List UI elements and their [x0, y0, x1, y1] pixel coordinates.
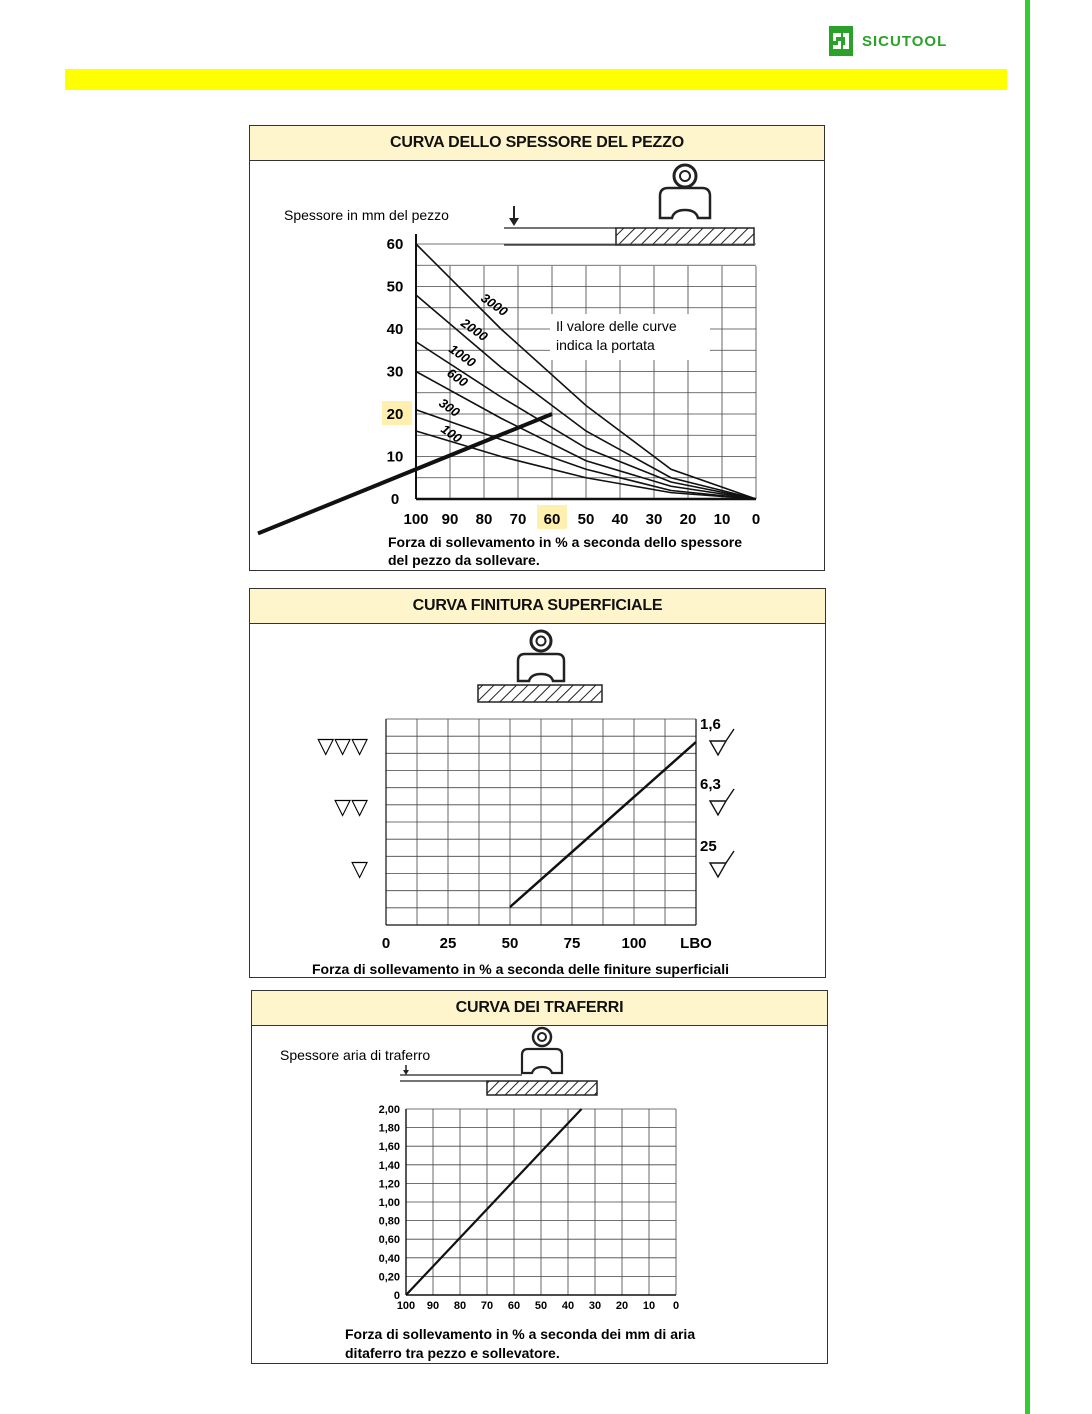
x-tick-label: 20: [615, 1300, 629, 1312]
y-tick-label: 30: [386, 363, 404, 381]
thickness-curve-panel: [249, 125, 825, 571]
x-tick-label: 70: [480, 1300, 494, 1312]
x-tick-label: 90: [426, 1300, 440, 1312]
x-tick-label: LBO: [680, 935, 712, 952]
y-tick-label: 1,20: [378, 1178, 400, 1191]
y-tick-label: 40: [386, 321, 404, 338]
y-axis-label: Spessore aria di traferro: [280, 1047, 431, 1063]
x-axis-label: del pezzo da sollevare.: [388, 552, 540, 568]
x-tick-label: 30: [645, 511, 663, 528]
x-tick-label: 40: [611, 511, 629, 528]
surface-finish-panel: [249, 588, 826, 978]
brand-logo: [828, 24, 947, 58]
x-tick-label: 10: [713, 511, 731, 528]
x-tick-label: 0: [672, 1300, 680, 1312]
panel-title: CURVA DELLO SPESSORE DEL PEZZO: [250, 126, 824, 161]
magnet-lifter-icon: [522, 1028, 562, 1073]
y-tick-label: 2,00: [378, 1104, 400, 1116]
series-label: 2000: [458, 315, 491, 345]
x-tick-label: 40: [561, 1300, 575, 1312]
x-tick-label: 90: [441, 511, 459, 528]
x-tick-label: 60: [507, 1300, 521, 1312]
finish-chart: [250, 589, 827, 979]
x-tick-label: 0: [751, 511, 761, 528]
y-tick-label: 1,40: [378, 1159, 400, 1172]
x-tick-label: 50: [534, 1300, 548, 1312]
x-tick-label: 30: [588, 1300, 602, 1312]
x-tick-label: 60: [543, 511, 561, 528]
y-tick-label: 0: [393, 1290, 400, 1302]
x-tick-label: 0: [381, 935, 391, 952]
x-tick-label: 100: [621, 935, 647, 952]
series-label: 100: [438, 421, 465, 446]
magnet-lifter-icon: [660, 165, 710, 218]
x-axis-label: Forza di sollevamento in % a seconda delle finiture superficiali: [312, 961, 729, 977]
x-axis-label: Forza di sollevamento in % a seconda dello spessore: [388, 534, 742, 550]
panel-title: CURVA FINITURA SUPERFICIALE: [250, 589, 825, 624]
workpiece-hatch: [616, 228, 754, 245]
curve-note: Il valore delle curve: [556, 318, 677, 334]
roughness-symbol-icon: ▽▽▽: [317, 733, 368, 758]
magnet-lifter-icon: [518, 631, 564, 681]
x-tick-label: 80: [453, 1300, 467, 1312]
airgap-chart: [252, 991, 829, 1365]
y-tick-label: 0,80: [378, 1215, 400, 1228]
series-label: 3000: [478, 290, 511, 320]
x-tick-label: 75: [563, 935, 581, 952]
y-tick-label: 0,60: [378, 1234, 400, 1247]
airgap-curve-panel: [251, 990, 828, 1364]
workpiece-hatch: [478, 685, 602, 702]
x-tick-label: 100: [403, 511, 429, 528]
y-tick-label: 1,00: [378, 1197, 400, 1209]
header-band: [65, 69, 1007, 90]
x-tick-label: 10: [642, 1300, 656, 1312]
y-tick-label: 0,40: [378, 1252, 400, 1265]
y-tick-label: 0: [390, 491, 400, 508]
x-tick-label: 25: [439, 935, 457, 952]
x-tick-label: 80: [475, 511, 493, 528]
x-axis-label: Forza di sollevamento in % a seconda dei mm di aria: [345, 1326, 696, 1342]
roughness-symbol-icon: ▽: [351, 856, 368, 881]
series-label: 300: [436, 395, 463, 420]
x-tick-label: 70: [509, 511, 527, 528]
y-tick-label: 0,20: [378, 1271, 400, 1284]
sicutool-logo-icon: [828, 25, 854, 57]
x-tick-label: 100: [396, 1300, 416, 1312]
y-tick-label: 60: [386, 236, 404, 253]
y-axis-label: Spessore in mm del pezzo: [284, 207, 449, 223]
finish-label: 1,6: [700, 716, 721, 733]
x-axis-label: ditaferro tra pezzo e sollevatore.: [345, 1345, 560, 1361]
y-tick-label: 1,60: [378, 1141, 400, 1154]
y-tick-label: 50: [386, 278, 404, 296]
green-edge-rule: [1025, 0, 1030, 1414]
workpiece-hatch: [487, 1081, 597, 1095]
panel-title: CURVA DEI TRAFERRI: [252, 991, 827, 1026]
y-tick-label: 10: [386, 448, 404, 466]
x-tick-label: 20: [679, 511, 697, 528]
series-label: 1000: [446, 341, 479, 371]
finish-label: 25: [700, 838, 717, 855]
curve-note: indica la portata: [556, 337, 655, 353]
series-label: 600: [444, 365, 471, 390]
brand-name: SICUTOOL: [862, 32, 948, 50]
roughness-symbol-icon: ▽▽: [334, 794, 368, 819]
thickness-chart: [250, 126, 826, 572]
x-tick-label: 50: [577, 511, 595, 528]
y-tick-label: 20: [386, 406, 404, 423]
finish-label: 6,3: [700, 776, 721, 793]
y-tick-label: 1,80: [378, 1122, 400, 1135]
x-tick-label: 50: [501, 935, 519, 952]
